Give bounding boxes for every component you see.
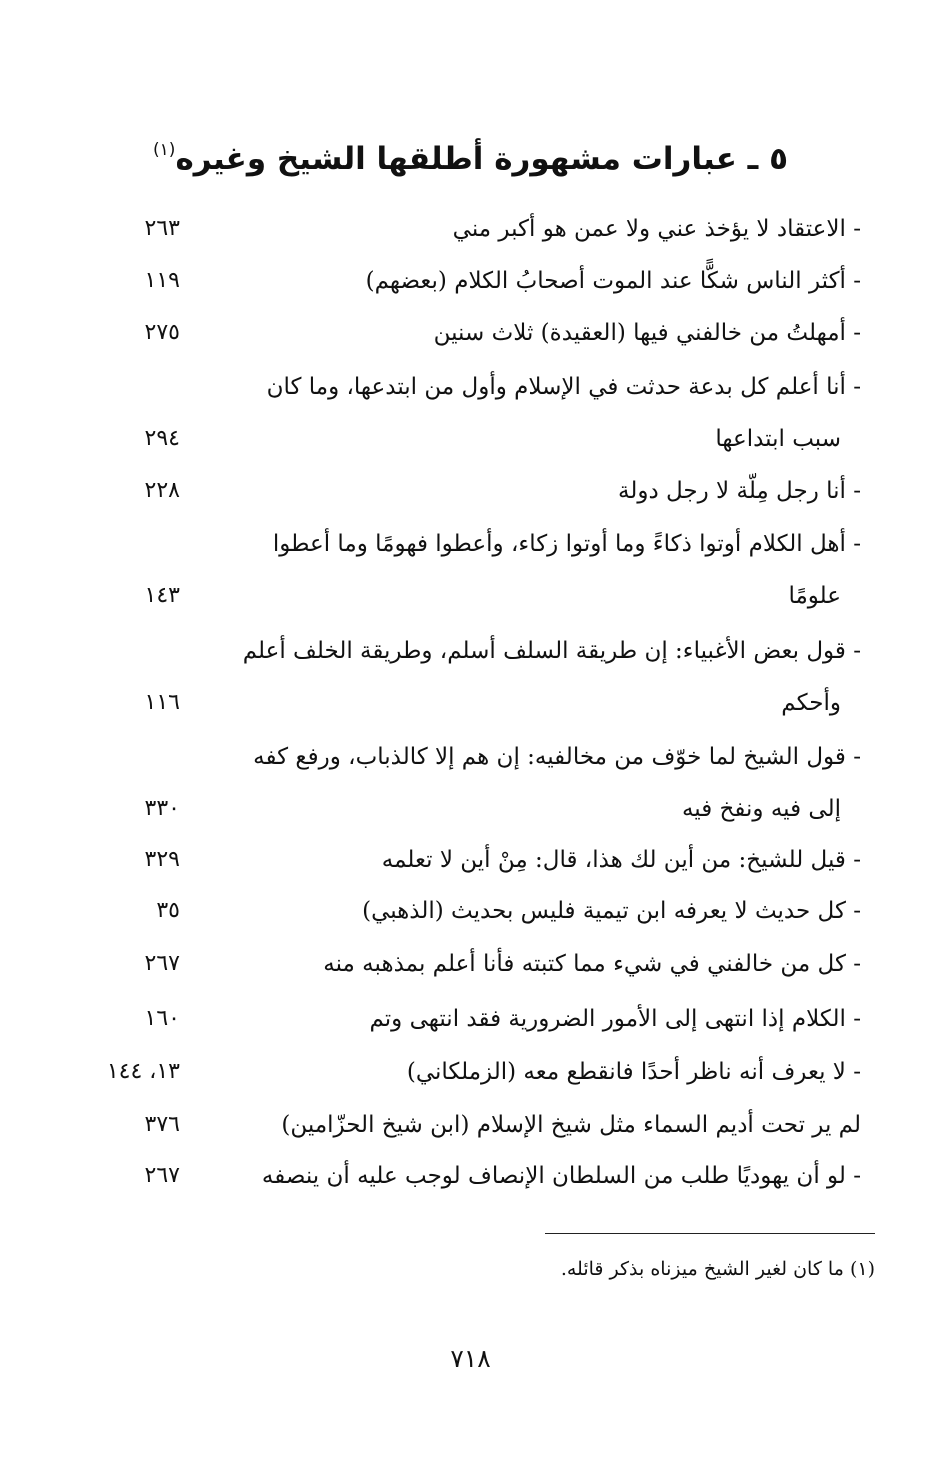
entry-page-ref: ١٦٠ bbox=[144, 1006, 180, 1031]
entry-text: - كل من خالفني في شيء مما كتبته فأنا أعلم بمذهبه منه bbox=[323, 951, 861, 977]
entry-text-continued: وأحكم bbox=[781, 690, 841, 716]
entry-text: - كل حديث لا يعرفه ابن تيمية فليس بحديث (الذهبي) bbox=[362, 898, 861, 924]
entry-page-ref: ٢٦٧ bbox=[144, 1163, 180, 1188]
entry-text: - قيل للشيخ: من أين لك هذا، قال: مِنْ أين لا تعلمه bbox=[381, 847, 861, 873]
entry-text-continued: إلى فيه ونفخ فيه bbox=[681, 796, 841, 822]
entry-text: - قول الشيخ لما خوّف من مخالفيه: إن هم إلا كالذباب، ورفع كفه bbox=[253, 744, 861, 770]
entry-text: - لا يعرف أنه ناظر أحدًا فانقطع معه (الزملكاني) bbox=[406, 1059, 861, 1085]
entry-page-ref: ١١٩ bbox=[144, 268, 180, 293]
entry-text-continued: سبب ابتداعها bbox=[715, 426, 841, 452]
entry-page-ref: ٢٦٧ bbox=[144, 951, 180, 976]
entry-page-ref: ٢٩٤ bbox=[144, 426, 180, 451]
footnote-marker: (١) bbox=[849, 1258, 875, 1280]
entry-text: - الكلام إذا انتهى إلى الأمور الضرورية فقد انتهى وتم bbox=[369, 1006, 861, 1032]
entry-text: - أهل الكلام أوتوا ذكاءً وما أوتوا زكاء، وأعطوا فهومًا وما أعطوا bbox=[272, 531, 861, 557]
page-number: ٧١٨ bbox=[450, 1344, 491, 1373]
entry-text: - أمهلتُ من خالفني فيها (العقيدة) ثلاث سنين bbox=[433, 320, 861, 346]
footnote-text: ما كان لغير الشيخ ميزناه بذكر قائله. bbox=[560, 1258, 844, 1280]
entry-text-continued: علومًا bbox=[788, 583, 841, 609]
entry-page-ref: ٣٢٩ bbox=[144, 847, 180, 872]
entry-page-ref: ٣٥ bbox=[156, 898, 180, 923]
entry-text: - قول بعض الأغبياء: إن طريقة السلف أسلم، وطريقة الخلف أعلم bbox=[242, 638, 861, 664]
entry-page-ref: ٣٧٦ bbox=[144, 1112, 180, 1137]
footnote bbox=[175, 1252, 875, 1286]
footnote-divider bbox=[545, 1233, 875, 1234]
entry-page-ref: ٣٣٠ bbox=[144, 796, 180, 821]
entry-text: لم ير تحت أديم السماء مثل شيخ الإسلام (ابن شيخ الحزّامين) bbox=[281, 1112, 861, 1138]
entry-page-ref: ١١٦ bbox=[144, 690, 180, 715]
title-footnote-ref: (١) bbox=[153, 140, 176, 160]
entry-page-ref: ١٤٣ bbox=[144, 583, 180, 608]
entry-page-ref: ٢٦٣ bbox=[144, 216, 180, 241]
entry-page-ref: ٢٧٥ bbox=[144, 320, 180, 345]
entry-text: - أنا رجل مِلّة لا رجل دولة bbox=[618, 478, 861, 504]
entry-text: - لو أن يهوديًا طلب من السلطان الإنصاف لوجب عليه أن ينصفه bbox=[261, 1163, 861, 1189]
entry-page-ref: ٢٢٨ bbox=[144, 478, 180, 503]
section-title-text: ٥ ـ عبارات مشهورة أطلقها الشيخ وغيره bbox=[175, 141, 788, 177]
entry-page-ref: ١٣، ١٤٤ bbox=[106, 1059, 180, 1084]
entry-text: - أكثر الناس شكًّا عند الموت أصحابُ الكلام (بعضهم) bbox=[365, 268, 861, 294]
entry-text: - أنا أعلم كل بدعة حدثت في الإسلام وأول من ابتدعها، وما كان bbox=[266, 374, 861, 400]
entry-text: - الاعتقاد لا يؤخذ عني ولا عمن هو أكبر مني bbox=[452, 216, 861, 242]
